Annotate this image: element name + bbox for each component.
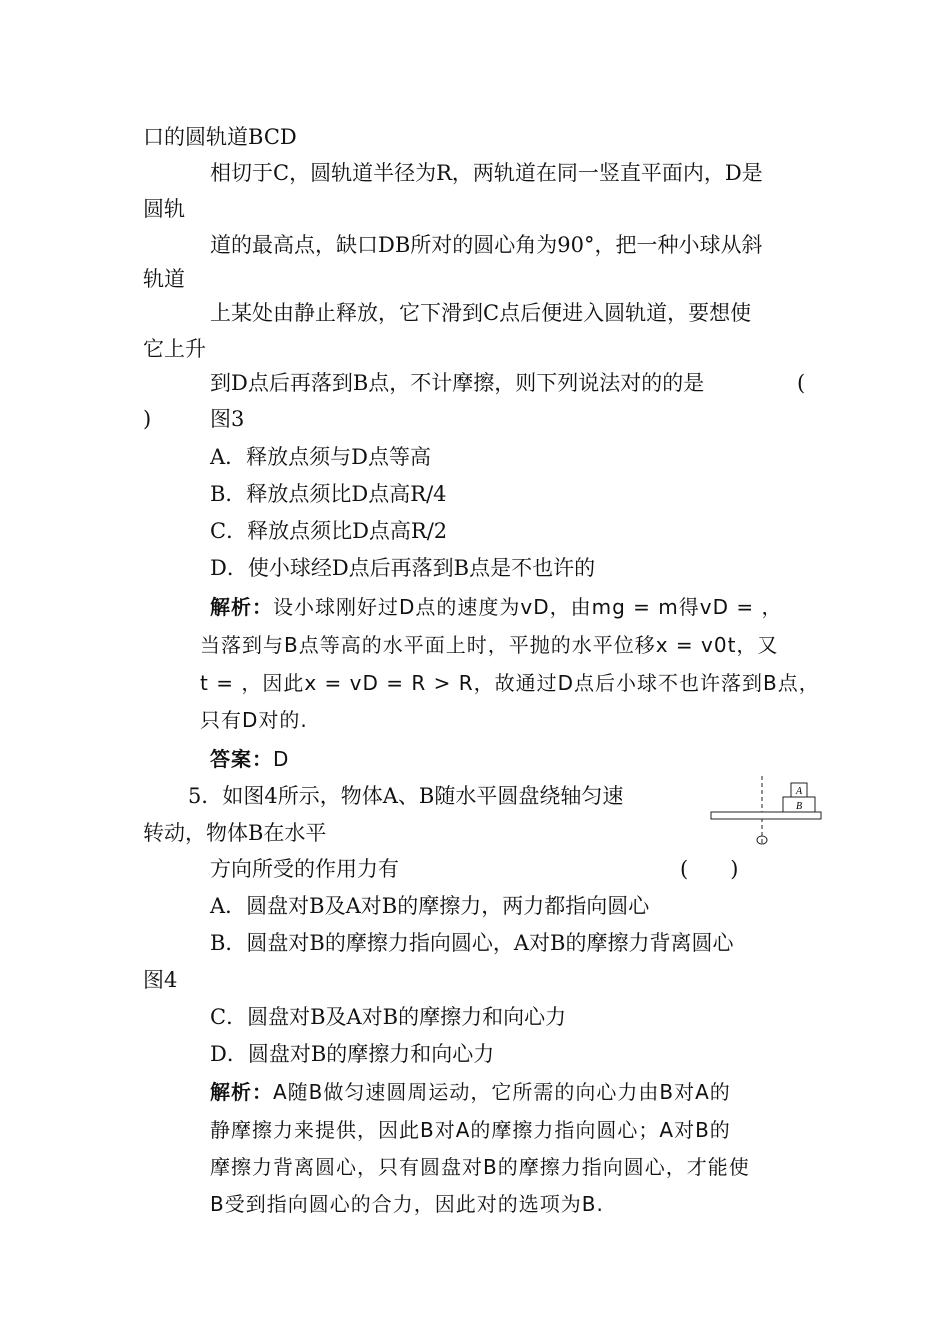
q5-analysis-label: 解析： xyxy=(210,1080,273,1104)
q4-analysis-4: 只有D对的. xyxy=(200,708,308,732)
q5-option-d: D．圆盘对B的摩擦力和向心力 xyxy=(210,1042,495,1066)
q4-analysis-text-1: 设小球刚好过D点的速度为vD，由mg = m得vD = ， xyxy=(273,595,783,619)
q4-figure-label: 图3 xyxy=(210,407,245,431)
q5-option-b: B．圆盘对B的摩擦力指向圆心，A对B的摩擦力背离圆心 xyxy=(210,931,734,955)
q5-analysis-text-1: A随B做匀速圆周运动，它所需的向心力由B对A的 xyxy=(273,1080,731,1104)
q4-answer-label: 答案： xyxy=(210,747,273,771)
q4-option-b: B．释放点须比D点高R/4 xyxy=(210,482,447,506)
q5-figure-label: 图4 xyxy=(143,968,178,992)
q4-analysis-1 xyxy=(210,594,782,620)
q4-line-5: 到D点后再落到B点，不计摩擦，则下列说法对的的是 xyxy=(210,371,705,395)
q4-line-2-wrap: 圆轨 xyxy=(143,197,185,221)
figure-4-diagram xyxy=(705,774,825,852)
q4-answer-value: D xyxy=(273,747,290,771)
block-b-label: B xyxy=(795,801,803,812)
block-a-label: A xyxy=(795,786,803,797)
q4-analysis-label: 解析： xyxy=(210,595,273,619)
q5-stem-2: 方向所受的作用力有 xyxy=(210,857,399,881)
q4-line-4: 上某处由静止释放，它下滑到C点后便进入圆轨道，要想使 xyxy=(210,301,752,325)
q5-option-c: C．圆盘对B及A对B的摩擦力和向心力 xyxy=(210,1005,567,1029)
q5-analysis-1 xyxy=(210,1079,731,1105)
q4-analysis-2: 当落到与B点等高的水平面上时，平抛的水平位移x = v0t，又 xyxy=(200,633,779,657)
q4-option-a: A．释放点须与D点等高 xyxy=(210,445,432,469)
q5-stem-1: 5．如图4所示，物体A、B随水平圆盘绕轴匀速 xyxy=(188,784,624,808)
q4-line-2: 相切于C，圆轨道半径为R，两轨道在同一竖直平面内，D是 xyxy=(210,161,763,185)
q5-analysis-2: 静摩擦力来提供，因此B对A的摩擦力指向圆心；A对B的 xyxy=(210,1118,731,1142)
q4-line-4-wrap: 它上升 xyxy=(143,337,206,361)
q5-analysis-3: 摩擦力背离圆心，只有圆盘对B的摩擦力指向圆心，才能使 xyxy=(210,1155,750,1179)
q4-line-1: 口的圆轨道BCD xyxy=(143,125,297,149)
q4-paren-close: ) xyxy=(143,407,152,431)
disk xyxy=(711,812,821,819)
q4-answer xyxy=(210,746,289,772)
q4-line-3-wrap: 轨道 xyxy=(143,267,185,291)
q4-option-c: C．释放点须比D点高R/2 xyxy=(210,519,448,543)
q4-line-3: 道的最高点，缺口DB所对的圆心角为90°，把一种小球从斜 xyxy=(210,233,763,257)
q5-stem-1-wrap: 转动，物体B在水平 xyxy=(143,821,327,845)
q4-paren-open: ( xyxy=(797,371,806,395)
q4-option-d: D．使小球经D点后再落到B点是不也许的 xyxy=(210,556,596,580)
q4-analysis-3: t = ，因此x = vD = R > R，故通过D点后小球不也许落到B点， xyxy=(200,671,820,695)
q5-option-a: A．圆盘对B及A对B的摩擦力，两力都指向圆心 xyxy=(210,894,650,918)
q5-answer-paren: ( ) xyxy=(680,857,739,881)
q5-analysis-4: B受到指向圆心的合力，因此对的选项为B. xyxy=(210,1192,604,1216)
